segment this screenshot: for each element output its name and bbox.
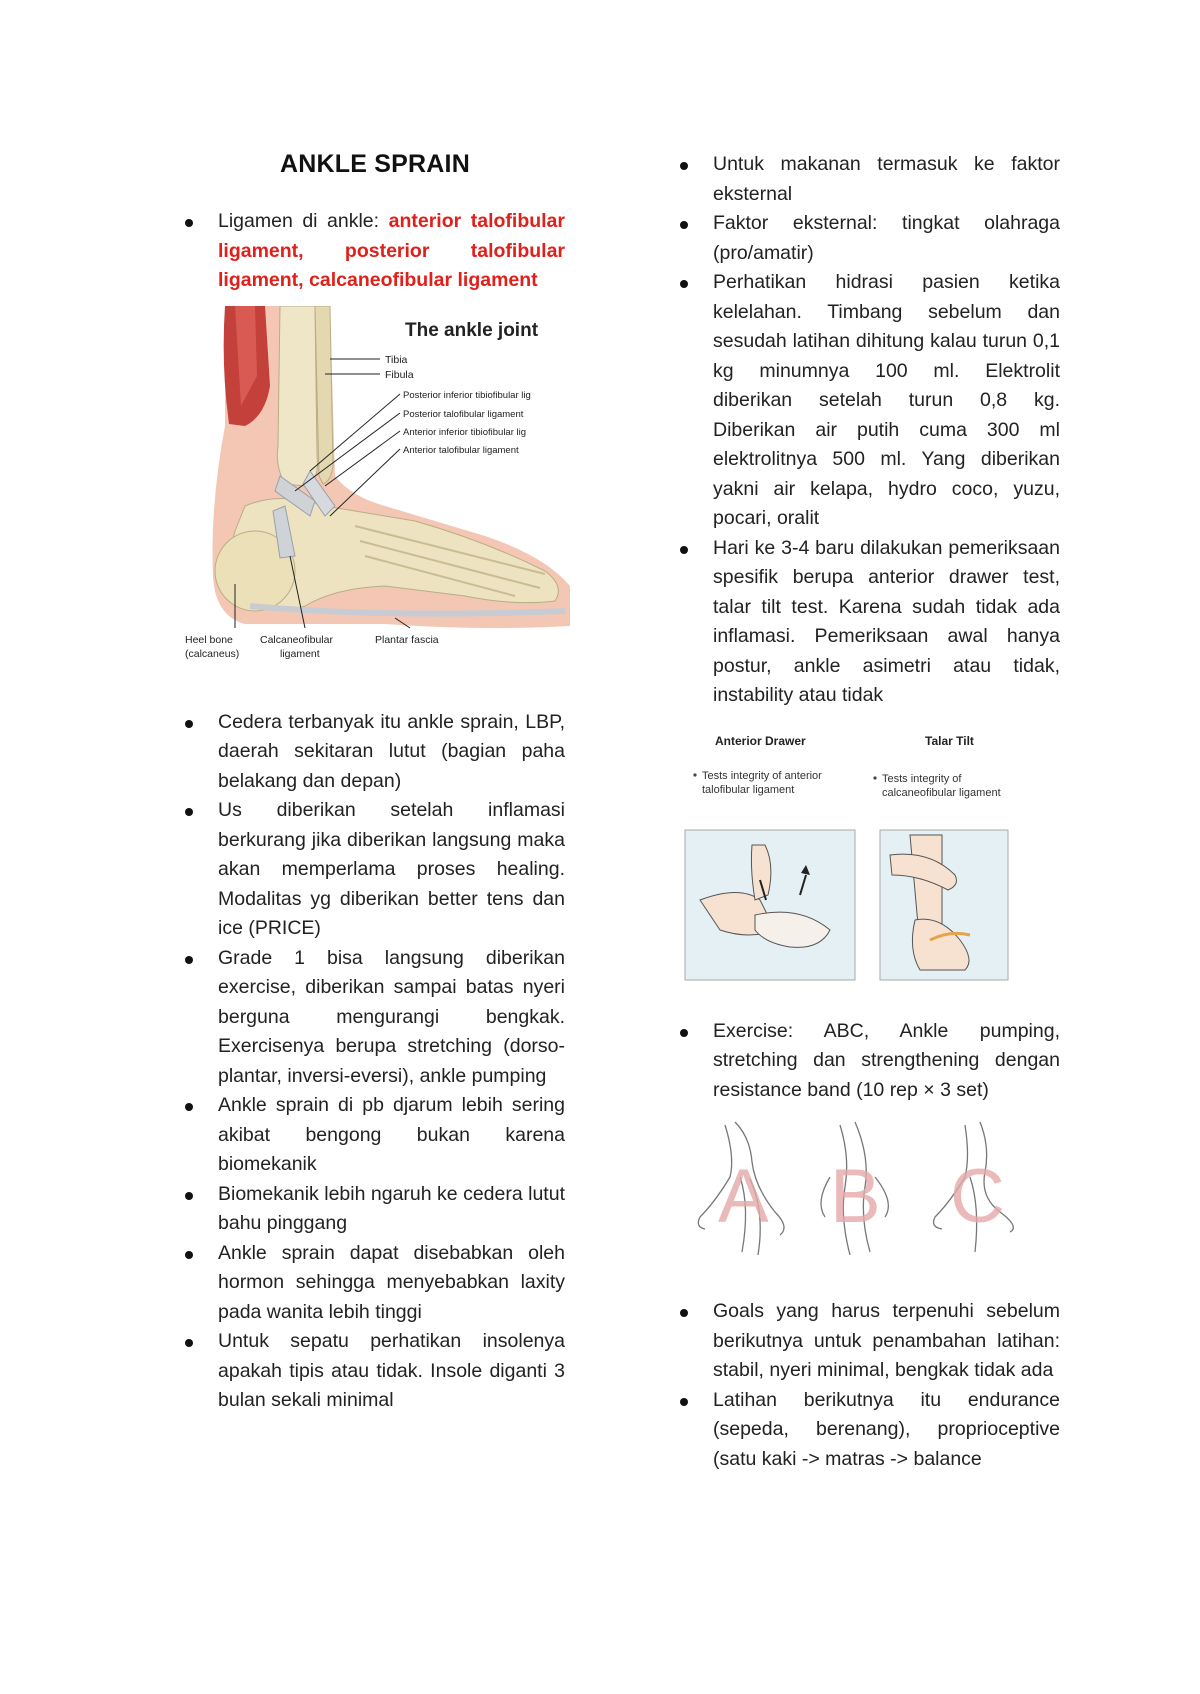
list-item: Biomekanik lebih ngaruh ke cedera lutut bahu pinggang [185,1180,565,1239]
ligament-intro-text: Ligamen di ankle: [218,210,389,232]
label-calcaneus: (calcaneus) [185,647,240,660]
letter-c: C [950,1154,1005,1239]
bullet-list-right-bottom [680,1297,1060,1474]
bullet-list-left [185,708,565,1416]
abc-exercise-illustration [680,1117,1060,1267]
label-posterior-inferior-tibiofibular: Posterior inferior tibiofibular lig [403,389,531,401]
label-ligament: ligament [280,647,320,660]
bullet-list-ligaments [185,207,565,296]
left-column [185,150,565,1416]
talar-tilt-desc-line2: calcaneofibular ligament [882,786,1001,799]
list-item: Goals yang harus terpenuhi sebelum berikutnya untuk penambahan latihan: stabil, nyeri minimal, bengkak tidak ada [680,1297,1060,1386]
ankle-figure-title: The ankle joint [405,319,539,341]
label-anterior-inferior-tibiofibular: Anterior inferior tibiofibular lig [403,426,527,438]
label-posterior-talofibular: Posterior talofibular ligament [403,408,524,420]
list-item: Exercise: ABC, Ankle pumping, stretching dan strengthening dengan resistance band (10 rep × 3 set) [680,1017,1060,1106]
bullet-list-right-top [680,150,1060,711]
list-item: Grade 1 bisa langsung diberikan exercise, diberikan sampai batas nyeri berguna mengurangi bengkak. Exercisenya berupa stretching (dorso-plantar, inversi-eversi), ankle pumping [185,944,565,1092]
label-calcaneofibular: Calcaneofibular [260,633,333,646]
anterior-drawer-title: Anterior Drawer [715,733,806,748]
anterior-drawer-desc-line1: Tests integrity of anterior [702,769,822,782]
label-plantar-fascia: Plantar fascia [375,633,439,646]
talar-tilt-desc-line1: Tests integrity of [882,772,962,785]
list-item: Untuk sepatu perhatikan insolenya apakah tipis atau tidak. Insole diganti 3 bulan sekali minimal [185,1327,565,1416]
talar-tilt-title: Talar Tilt [925,733,974,748]
list-item: Latihan berikutnya itu endurance (sepeda, berenang), proprioceptive (satu kaki -> matras -> balance [680,1386,1060,1475]
letter-a: A [718,1154,769,1239]
ligament-names-highlight: anterior talofibular ligament, posterior talofibular ligament, calcaneofibular ligament [218,210,565,291]
list-item: Untuk makanan termasuk ke faktor eksternal [680,150,1060,209]
list-item: Us diberikan setelah inflamasi berkurang jika diberikan langsung maka akan memperlama proses healing. Modalitas yg diberikan better tens dan ice (PRICE) [185,796,565,944]
letter-b: B [830,1154,881,1239]
list-item: Perhatikan hidrasi pasien ketika kelelahan. Timbang sebelum dan sesudah latihan dihitung kalau turun 0,1 kg minumnya 100 ml. Elektrolit diberikan setelah turun 0,8 kg. Diberikan air putih cuma 300 ml elektrolitnya 500 ml. Yang diberikan yakni air kelapa, hydro coco, yuzu, pocari, oralit [680,268,1060,534]
label-tibia: Tibia [385,353,408,366]
list-item: Cedera terbanyak itu ankle sprain, LBP, daerah sekitaran lutut (bagian paha belakang dan depan) [185,708,565,797]
label-fibula: Fibula [385,368,414,381]
ankle-tests-illustration [680,725,1060,995]
list-item: Faktor eksternal: tingkat olahraga (pro/amatir) [680,209,1060,268]
list-item [185,207,565,296]
list-item: Ankle sprain dapat disebabkan oleh hormon sehingga menyebabkan laxity pada wanita lebih tinggi [185,1239,565,1328]
list-item: Ankle sprain di pb djarum lebih sering akibat bengong bukan karena biomekanik [185,1091,565,1180]
anterior-drawer-desc-line2: talofibular ligament [702,783,795,796]
list-item: Hari ke 3-4 baru dilakukan pemeriksaan spesifik berupa anterior drawer test, talar tilt test. Karena sudah tidak ada inflamasi. Pemeriksaan awal hanya postur, ankle asimetri atau tidak, instability atau tidak [680,534,1060,711]
bullet-list-right-mid [680,1017,1060,1106]
ankle-joint-illustration [185,306,570,686]
right-column [680,150,1060,1474]
page-title: ANKLE SPRAIN [280,150,470,178]
label-heel-bone: Heel bone [185,633,233,646]
label-anterior-talofibular: Anterior talofibular ligament [403,444,519,456]
